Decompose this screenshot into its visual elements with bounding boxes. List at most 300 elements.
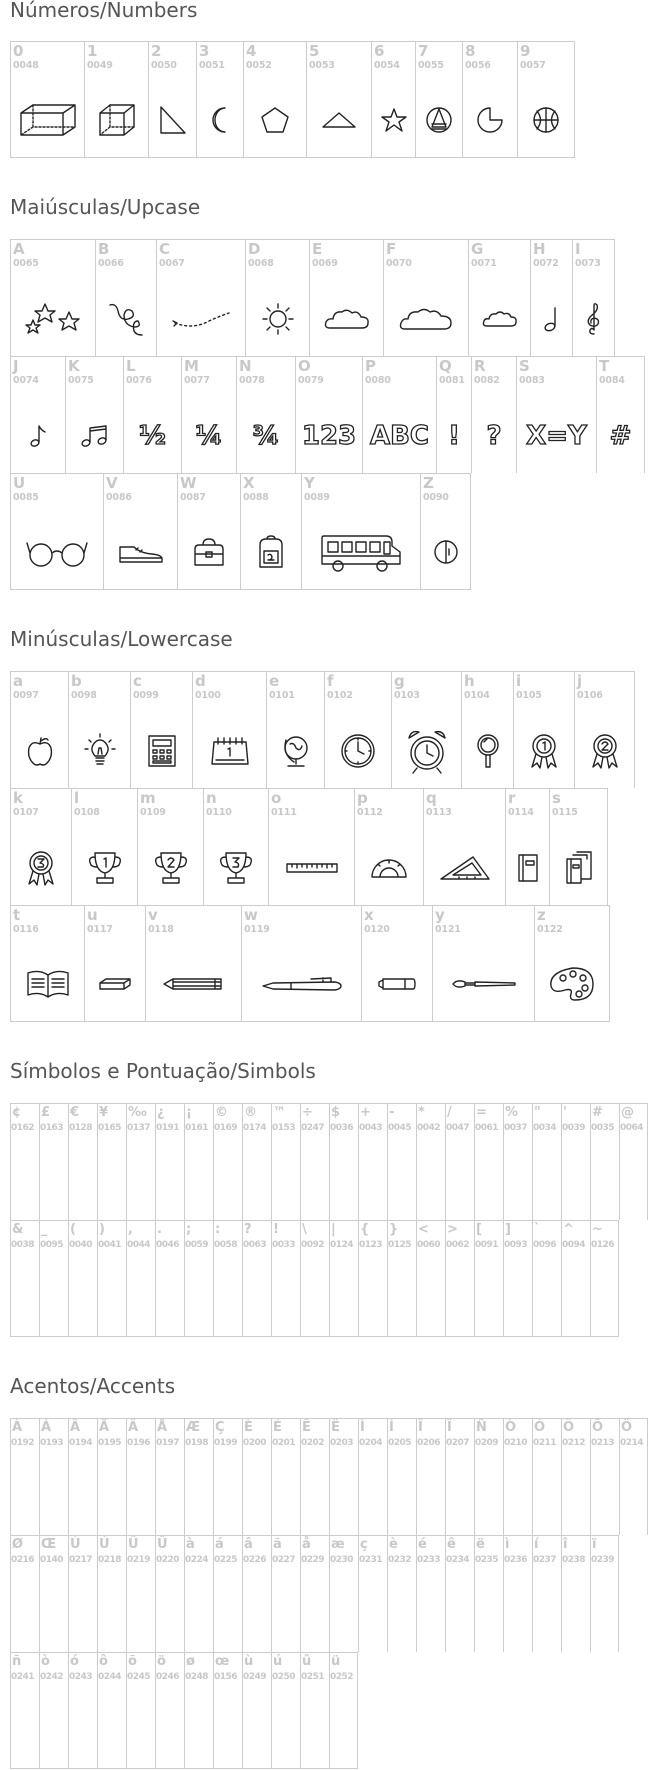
glyph-cell [474,1220,503,1337]
glyph-code-label: 0243 [69,1672,93,1682]
glyph-cell [155,1652,184,1769]
glyph-cell [213,1103,242,1220]
glyph-char-label: s [552,789,561,807]
glyph-char-label: o [271,789,282,807]
glyph-code-label: 0196 [127,1438,151,1448]
glyph-cell [10,905,84,1022]
glyph-cell [619,1103,648,1220]
calculator-icon [131,720,192,782]
glyph-code-label: 0174 [243,1123,267,1133]
glyph-cell [362,356,436,473]
glyph-code-label: 0048 [13,60,39,71]
glyph-cell [10,239,95,356]
glyph-cell [271,1652,300,1769]
treble-clef-icon [573,288,614,350]
glyph-code-label: 0078 [239,375,265,386]
glyph-code-label: 0244 [98,1672,122,1682]
glyph-char-label: ë [476,1537,485,1552]
glyph-char-label: ¥ [99,1105,109,1120]
glyph-code-label: 0095 [40,1240,64,1250]
glyph-code-label: 0085 [13,492,39,503]
glyph-cell [145,905,241,1022]
glyph-char-label: q [426,789,437,807]
glyph-row [10,1103,648,1220]
glyph-char-label: à [186,1537,195,1552]
glyph-code-label: 0109 [140,807,166,818]
glyph-char-label: 0 [13,42,24,60]
glyph-preview [472,405,516,467]
glyph-code-label: 0233 [417,1555,441,1565]
glyph-char-label: _ [41,1222,48,1237]
glyph-code-label: 0034 [533,1123,557,1133]
glyph-char-label: b [71,672,82,690]
glyph-cell [103,473,177,590]
books-icon [550,837,607,899]
glyph-cell [39,1220,68,1337]
glyph-code-label: 0096 [533,1240,557,1250]
glyph-char-label: í [534,1537,539,1552]
glyph-code-label: 0065 [13,258,39,269]
glyph-cell [97,1652,126,1769]
glyph-char-label: ] [505,1222,511,1237]
glyph-row [10,356,645,473]
glyph-code-label: 0039 [562,1123,586,1133]
glyph-cell [532,1220,561,1337]
glyph-code-label: 0069 [312,258,338,269]
glyph-cell [329,1535,358,1652]
glyph-code-label: 0073 [575,258,601,269]
glyph-cell [516,356,596,473]
glyph-char-label: ì [505,1537,510,1552]
glyph-char-label: ¿ [157,1105,165,1120]
glyph-char-label: < [418,1222,429,1237]
glyph-code-label: 0050 [151,60,177,71]
glyph-cell [203,788,268,905]
glyph-code-label: 0118 [148,924,174,935]
glyph-code-label: 0217 [69,1555,93,1565]
glyph-code-label: 0059 [185,1240,209,1250]
glyph-cell [358,1103,387,1220]
glyph-cell [300,1535,329,1652]
glyph-char-label: Ç [215,1420,225,1435]
glyph-cell [306,41,371,158]
glyph-code-label: 0045 [388,1123,412,1133]
glyph-preview [124,405,181,467]
glyph-code-label: 0230 [330,1555,354,1565]
glyph-char-label: Ñ [476,1420,487,1435]
glyph-cell [517,41,575,158]
glyph-char-label: J [13,357,19,375]
glyph-preview [296,405,362,467]
glyph-cell [416,1535,445,1652]
trophy-1-icon [72,837,137,899]
glyph-char-label: l [74,789,80,807]
glyph-code-label: 0234 [446,1555,470,1565]
glyph-cell [95,239,156,356]
glyph-code-label: 0077 [184,375,210,386]
glyph-code-label: 0057 [520,60,546,71]
glyph-cell [130,671,192,788]
glyph-cell [213,1535,242,1652]
glyph-code-label: 0242 [40,1672,64,1682]
glyph-char-label: Œ [41,1537,57,1552]
pie-icon [463,89,517,151]
glyph-code-label: 0071 [471,258,497,269]
glyph-code-label: 0194 [69,1438,93,1448]
glyph-code-label: 0211 [533,1438,557,1448]
glyph-char-label: Y [304,474,315,492]
glyph-cell [97,1535,126,1652]
glyph-code-label: 0220 [156,1555,180,1565]
glyph-cell [65,356,123,473]
alarm-clock-icon [392,720,461,782]
glyph-char-label: É [273,1420,282,1435]
accents-grid [10,1418,648,1769]
glyph-preview [363,405,436,467]
glyph-code-label: 0198 [185,1438,209,1448]
glyph-char-label: Ú [99,1537,110,1552]
glyph-char-label: c [133,672,142,690]
glyph-cell [503,1220,532,1337]
glyph-code-label: 0206 [417,1438,441,1448]
glyph-code-label: 0219 [127,1555,151,1565]
glyph-cell [309,239,383,356]
glyph-code-label: 0203 [330,1438,354,1448]
glyph-code-label: 0205 [388,1438,412,1448]
glyph-cell [505,788,549,905]
glyph-cell [126,1652,155,1769]
palette-icon [535,953,609,1015]
glyph-char-label: \ [302,1222,307,1237]
glyph-char-label: $ [331,1105,341,1120]
glyph-char-label: ~ [592,1222,603,1237]
lightbulb-icon [69,720,130,782]
glyph-code-label: 0035 [591,1123,615,1133]
glyph-code-label: 0051 [199,60,225,71]
glyph-char-label: È [244,1420,253,1435]
glyph-cell [474,1418,503,1535]
glyph-cell [329,1103,358,1220]
glyph-char-label: Í [389,1420,394,1435]
glyph-char-label: z [537,906,546,924]
lowercase-grid [10,671,635,1022]
glyph-char-label: 4 [246,42,257,60]
set-square-icon [424,837,505,899]
glyph-cell [243,41,306,158]
glyph-cell [155,1535,184,1652]
glyph-cell [301,473,420,590]
glyph-char-label: , [128,1222,133,1237]
glyph-char-label: H [533,240,546,258]
glyph-char-label: K [68,357,80,375]
glyph-char-label: @ [621,1105,634,1120]
glyph-code-label: 0037 [504,1123,528,1133]
glyph-cell [445,1103,474,1220]
glyph-code-label: 0214 [620,1438,644,1448]
glyph-cell [572,239,615,356]
glyph-code-label: 0224 [185,1555,209,1565]
pentagon-icon [244,89,306,151]
glyph-cell [156,239,245,356]
glyph-cell [39,1103,68,1220]
glyph-cell [68,1220,97,1337]
glyph-cell [68,1652,97,1769]
glyph-cell [462,41,517,158]
glyph-code-label: 0124 [330,1240,354,1250]
glyph-char-label: w [244,906,258,924]
glyph-cell [590,1535,619,1652]
glyph-cell [391,671,461,788]
clock-icon [325,720,391,782]
glyph-cell [10,1220,39,1337]
glyph-code-label: 0084 [599,375,625,386]
glyph-char-label: é [418,1537,427,1552]
glyph-cell [324,671,391,788]
glyph-code-label: 0123 [359,1240,383,1250]
glyph-char-label: + [360,1105,371,1120]
glyph-cell [126,1418,155,1535]
glyph-cell [184,1535,213,1652]
glyph-char-label: á [215,1537,224,1552]
globe-icon [267,720,324,782]
glyph-cell [68,1103,97,1220]
big-cloud-icon [384,288,468,350]
glyph-char-label: æ [331,1537,345,1552]
glyph-char-label: ú [273,1654,283,1669]
glyph-char-label: Î [418,1420,423,1435]
glyph-cell [155,1103,184,1220]
glyph-cell [39,1652,68,1769]
glyph-cell [68,671,130,788]
glyph-cell [358,1418,387,1535]
glyph-cell [242,1103,271,1220]
glyph-preview-text: ½ [139,421,166,451]
ribbon-1-icon [514,720,574,782]
lunchbox-icon [178,521,240,583]
glyph-code-label: 0102 [327,690,353,701]
glyph-code-label: 0089 [304,492,330,503]
glyph-char-label: D [248,240,261,258]
glyph-cell [10,1535,39,1652]
glyph-code-label: 0072 [533,258,559,269]
glyph-code-label: 0251 [301,1672,325,1682]
glyph-cell [126,1220,155,1337]
glyph-cell [590,1418,619,1535]
glyph-code-label: 0094 [562,1240,586,1250]
glyph-code-label: 0107 [13,807,39,818]
glyph-char-label: U [13,474,26,492]
glyph-char-label: { [360,1222,370,1237]
glyph-cell [242,1652,271,1769]
glyph-preview-text: ? [486,421,502,451]
glyph-code-label: 0247 [301,1123,325,1133]
glyph-cell [561,1535,590,1652]
glyph-cell [39,1418,68,1535]
glyph-code-label: 0067 [159,258,185,269]
glyph-cell [10,671,68,788]
glyph-char-label: I [575,240,581,258]
dotted-path-icon [157,288,245,350]
glyph-cell [84,41,148,158]
glyph-cell [471,356,516,473]
glyph-char-label: = [476,1105,487,1120]
glyph-char-label: ; [186,1222,192,1237]
glyph-code-label: 0040 [69,1240,93,1250]
glyph-cell [241,905,361,1022]
glyph-cell [268,788,354,905]
glyph-cell [84,905,145,1022]
glyph-char-label: B [98,240,110,258]
glyph-code-label: 0197 [156,1438,180,1448]
glyph-cell [126,1103,155,1220]
basketball-icon [518,89,574,151]
glyph-char-label: j [577,672,583,690]
glyph-code-label: 0033 [272,1240,296,1250]
glyph-cell [10,1418,39,1535]
glyph-cell [148,41,196,158]
glyph-cell [532,1418,561,1535]
glyph-cell [123,356,181,473]
glyph-char-label: Ä [128,1420,139,1435]
glyph-char-label: ê [447,1537,456,1552]
glyph-char-label: © [215,1105,228,1120]
glyph-code-label: 0108 [74,807,100,818]
upcase-grid [10,239,645,590]
glyph-cell [445,1220,474,1337]
glyph-code-label: 0122 [537,924,563,935]
glyph-code-label: 0241 [11,1672,35,1682]
glyph-char-label: V [106,474,118,492]
glyph-cell [358,1535,387,1652]
glyph-cell [68,1535,97,1652]
glyph-char-label: e [269,672,280,690]
glyph-code-label: 0116 [13,924,39,935]
glyph-code-label: 0210 [504,1438,528,1448]
glyph-cell [596,356,645,473]
glyph-cell [10,356,65,473]
glyph-code-label: 0075 [68,375,94,386]
glyph-cell [213,1418,242,1535]
glyph-cell [329,1652,358,1769]
glyph-code-label: 0209 [475,1438,499,1448]
glyph-code-label: 0083 [519,375,545,386]
glyph-code-label: 0047 [446,1123,470,1133]
glyph-cell [97,1418,126,1535]
glyph-code-label: 0216 [11,1555,35,1565]
glyph-code-label: 0036 [330,1123,354,1133]
glyph-cell [242,1418,271,1535]
glyph-code-label: 0056 [465,60,491,71]
glyph-cell [503,1535,532,1652]
cube-icon [85,89,148,151]
glyph-code-label: 0248 [185,1672,209,1682]
glyph-cell [361,905,432,1022]
glyph-code-label: 0068 [248,258,274,269]
glyph-char-label: Ò [505,1420,517,1435]
glyph-cell [329,1418,358,1535]
glyph-code-label: 0245 [127,1672,151,1682]
ribbon-2-icon [575,720,634,782]
glyph-char-label: ^ [563,1222,574,1237]
glyph-char-label: û [302,1654,312,1669]
glyph-char-label: ç [360,1537,368,1552]
glyph-cell [10,788,71,905]
marker-icon [362,953,432,1015]
glyph-char-label: ù [244,1654,254,1669]
glyph-preview [237,405,295,467]
glyph-char-label: Q [439,357,452,375]
curly-string-icon [96,288,156,350]
small-cloud-icon [469,288,530,350]
glyph-char-label: : [215,1222,221,1237]
glyph-code-label: 0091 [475,1240,499,1250]
glyph-code-label: 0246 [156,1672,180,1682]
glyph-char-label: M [184,357,199,375]
glyph-char-label: 7 [418,42,429,60]
glyph-row [10,239,645,356]
glyph-code-label: 0202 [301,1438,325,1448]
glyph-cell [503,1103,532,1220]
glyph-char-label: è [389,1537,398,1552]
glyph-char-label: h [464,672,475,690]
glyph-char-label: S [519,357,530,375]
glyph-cell [271,1220,300,1337]
glyph-row [10,1535,648,1652]
glyph-code-label: 0060 [417,1240,441,1250]
glyph-cell [10,41,84,158]
glyph-char-label: p [357,789,368,807]
glyph-cell [240,473,301,590]
glyph-cell [387,1220,416,1337]
glyph-cell [420,473,471,590]
glyph-code-label: 0113 [426,807,452,818]
glyph-cell [354,788,423,905]
glyph-cell [196,41,243,158]
glyph-preview [182,405,236,467]
ball-icon [421,521,470,583]
glyph-char-label: O [298,357,311,375]
glyph-char-label: R [474,357,486,375]
magnifier-icon [462,720,513,782]
glyph-cell [561,1220,590,1337]
glyph-code-label: 0229 [301,1555,325,1565]
glyph-char-label: m [140,789,156,807]
glyph-char-label: . [157,1222,162,1237]
glyph-char-label: 5 [309,42,320,60]
glyph-code-label: 0042 [417,1123,441,1133]
triangle-icon [149,89,196,151]
glyph-code-label: 0092 [301,1240,325,1250]
glyph-char-label: À [12,1420,23,1435]
glyph-code-label: 0238 [562,1555,586,1565]
glyph-char-label: ñ [12,1654,22,1669]
glyph-code-label: 0162 [11,1123,35,1133]
glyph-char-label: ? [244,1222,252,1237]
glyph-code-label: 0061 [475,1123,499,1133]
trophy-2-icon [138,837,203,899]
glyph-char-label: % [505,1105,519,1120]
glyph-char-label: Æ [186,1420,201,1435]
glyph-cell [10,473,103,590]
glyph-code-label: 0064 [620,1123,644,1133]
glyph-code-label: 0044 [127,1240,151,1250]
glyph-code-label: 0110 [206,807,232,818]
symbols-grid [10,1103,648,1337]
glyph-cell [416,1220,445,1337]
sun-icon [246,288,309,350]
glyph-code-label: 0058 [214,1240,238,1250]
glyph-code-label: 0235 [475,1555,499,1565]
